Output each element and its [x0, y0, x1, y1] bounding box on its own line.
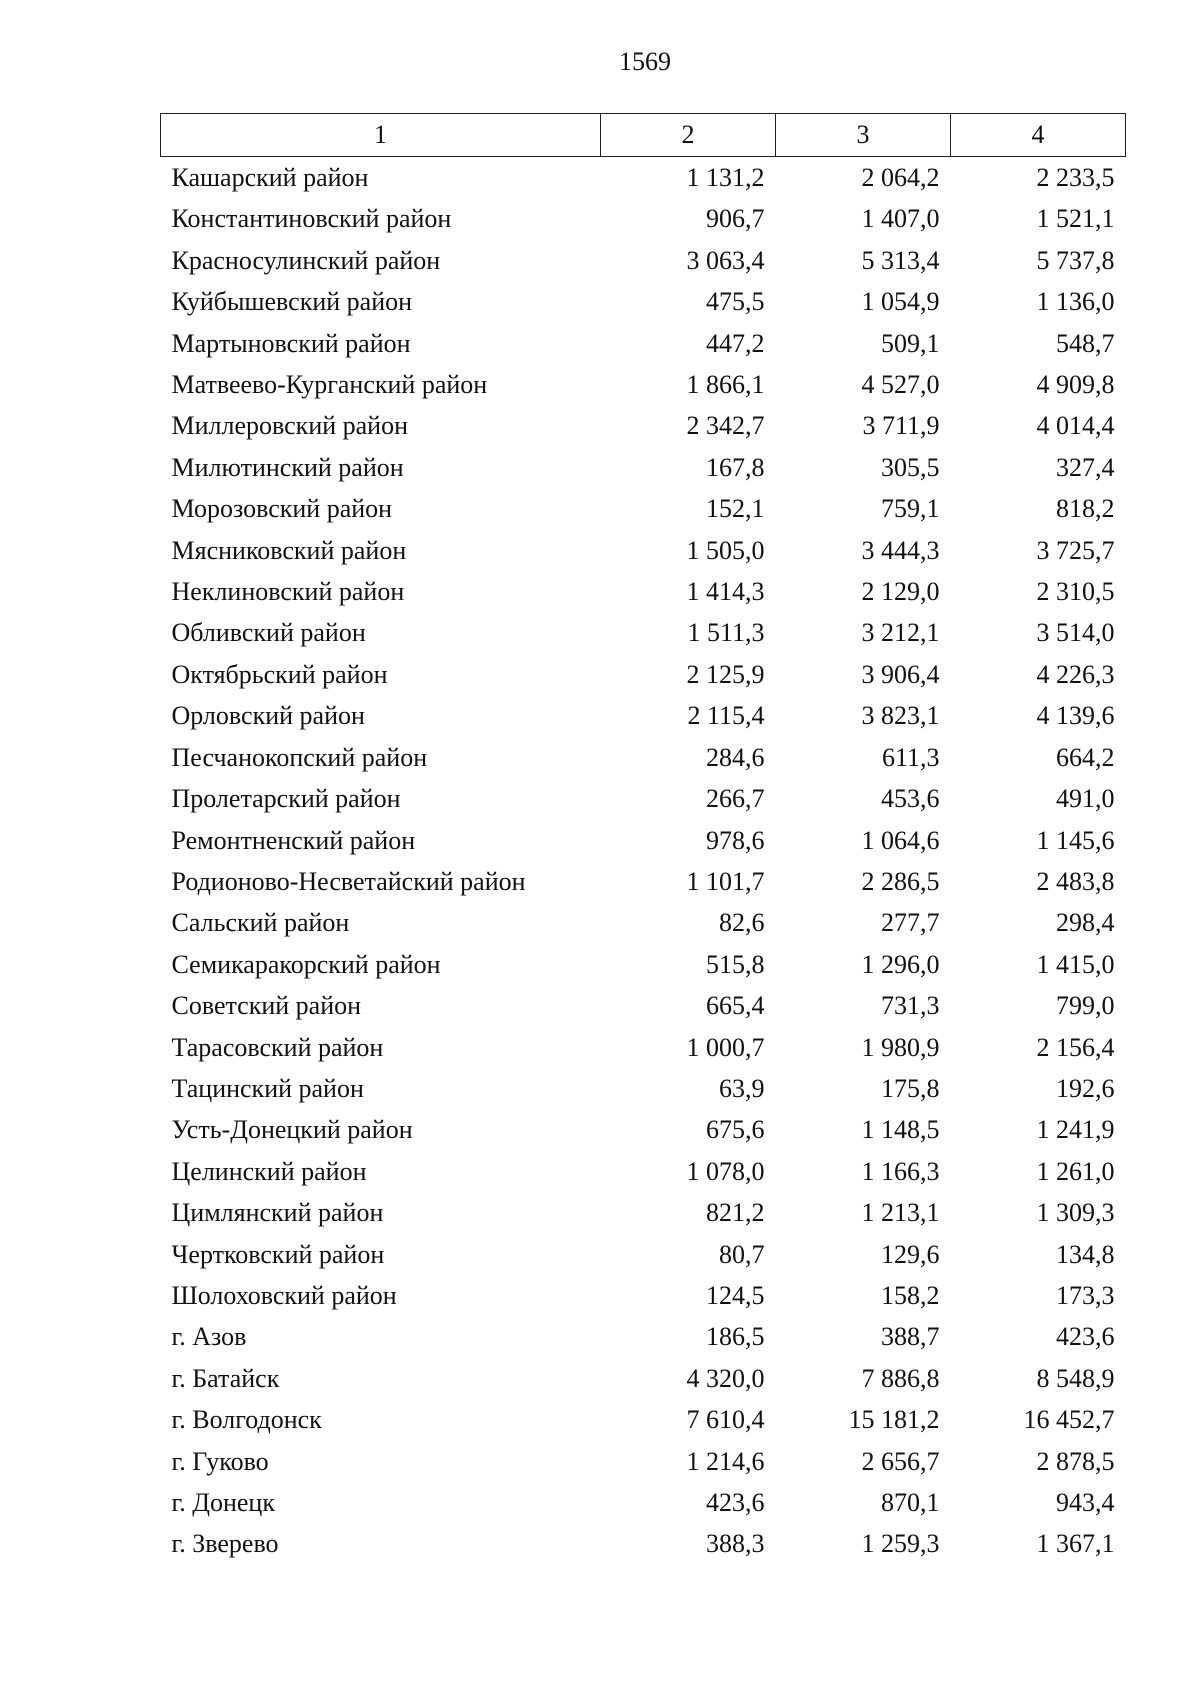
cell-col-3: 2 656,7 [861, 1446, 940, 1476]
cell-name: г. Азов [171, 1322, 247, 1352]
cell-col-4: 2 156,4 [1036, 1032, 1115, 1062]
cell-col-4: 8 548,9 [1036, 1363, 1115, 1393]
cell-col-4: 16 452,7 [1023, 1405, 1115, 1435]
table-row [161, 530, 1126, 571]
cell-col-2: 821,2 [706, 1198, 765, 1228]
data-table [160, 113, 1126, 1565]
cell-col-2: 2 125,9 [686, 659, 765, 689]
cell-col-3: 3 823,1 [861, 701, 940, 731]
cell-col-4: 1 521,1 [1036, 204, 1115, 234]
table-row [161, 1482, 1126, 1523]
table-row [161, 1068, 1126, 1109]
cell-col-2: 63,9 [719, 1073, 765, 1103]
cell-col-3: 2 286,5 [861, 866, 940, 896]
cell-col-3: 15 181,2 [848, 1405, 940, 1435]
cell-col-3: 1 407,0 [861, 204, 940, 234]
cell-col-2: 388,3 [706, 1529, 765, 1559]
cell-col-3: 129,6 [881, 1239, 940, 1269]
cell-name: Красносулинский район [171, 245, 441, 275]
cell-name: Морозовский район [171, 494, 393, 524]
cell-col-4: 327,4 [1056, 452, 1115, 482]
cell-name: Усть-Донецкий район [171, 1115, 413, 1145]
table-row [161, 447, 1126, 488]
cell-col-2: 665,4 [706, 991, 765, 1021]
cell-name: Песчанокопский район [171, 742, 428, 772]
table-row [161, 1151, 1126, 1192]
cell-col-2: 1 505,0 [686, 535, 765, 565]
table-row [161, 695, 1126, 736]
cell-col-4: 173,3 [1056, 1280, 1115, 1310]
cell-col-2: 284,6 [706, 742, 765, 772]
cell-col-3: 5 313,4 [861, 245, 940, 275]
cell-name: Тацинский район [171, 1073, 364, 1103]
cell-name: Тарасовский район [171, 1032, 384, 1062]
cell-col-2: 1 414,3 [686, 577, 765, 607]
table-row [161, 323, 1126, 364]
table-row [161, 944, 1126, 985]
cell-col-4: 548,7 [1056, 328, 1115, 358]
cell-name: Сальский район [171, 908, 350, 938]
table-row [161, 1027, 1126, 1068]
cell-col-4: 298,4 [1056, 908, 1115, 938]
cell-col-2: 675,6 [706, 1115, 765, 1145]
cell-name: Орловский район [171, 701, 365, 731]
table-body [161, 157, 1126, 1565]
cell-name: Чертковский район [171, 1239, 385, 1269]
cell-col-4: 818,2 [1056, 494, 1115, 524]
column-header-2: 2 [601, 114, 776, 157]
table-row [161, 1358, 1126, 1399]
cell-col-2: 2 342,7 [686, 411, 765, 441]
cell-name: Пролетарский район [171, 784, 401, 814]
cell-col-2: 1 511,3 [687, 618, 765, 648]
cell-col-2: 1 000,7 [686, 1032, 765, 1062]
cell-col-2: 4 320,0 [686, 1363, 765, 1393]
cell-col-3: 731,3 [881, 991, 940, 1021]
cell-name: г. Гуково [171, 1446, 269, 1476]
cell-col-3: 3 444,3 [861, 535, 940, 565]
cell-col-3: 759,1 [881, 494, 940, 524]
cell-col-2: 1 131,2 [686, 163, 765, 192]
cell-col-4: 2 483,8 [1036, 866, 1115, 896]
cell-col-4: 1 241,9 [1036, 1115, 1115, 1145]
table-row [161, 1441, 1126, 1482]
cell-col-4: 1 367,1 [1036, 1529, 1115, 1559]
cell-col-4: 3 725,7 [1036, 535, 1115, 565]
cell-col-3: 3 711,9 [862, 411, 940, 441]
cell-col-3: 1 054,9 [861, 287, 940, 317]
cell-col-3: 1 064,6 [861, 825, 940, 855]
cell-name: Семикаракорский район [171, 949, 441, 979]
cell-name: Куйбышевский район [171, 287, 413, 317]
cell-name: г. Волгодонск [171, 1405, 322, 1435]
table-row [161, 820, 1126, 861]
cell-name: Константиновский район [171, 204, 452, 234]
cell-col-4: 1 145,6 [1036, 825, 1115, 855]
cell-col-4: 491,0 [1056, 784, 1115, 814]
cell-name: Мартыновский район [171, 328, 411, 358]
cell-col-4: 192,6 [1056, 1073, 1115, 1103]
cell-col-4: 1 415,0 [1036, 949, 1115, 979]
table-row [161, 1192, 1126, 1233]
cell-col-2: 124,5 [706, 1280, 765, 1310]
cell-name: Ремонтненский район [171, 825, 416, 855]
cell-col-2: 1 078,0 [686, 1156, 765, 1186]
cell-name: Целинский район [171, 1156, 367, 1186]
cell-col-2: 906,7 [706, 204, 765, 234]
table-row [161, 1109, 1126, 1150]
cell-col-3: 870,1 [881, 1488, 940, 1517]
cell-col-2: 7 610,4 [686, 1405, 765, 1435]
cell-col-4: 4 226,3 [1036, 659, 1115, 689]
cell-col-3: 1 148,5 [861, 1115, 940, 1145]
cell-col-4: 1 136,0 [1036, 287, 1115, 317]
cell-name: Неклиновский район [171, 577, 405, 607]
cell-col-4: 943,4 [1056, 1488, 1115, 1517]
cell-col-4: 2 233,5 [1036, 163, 1115, 192]
cell-name: Милютинский район [171, 452, 404, 482]
table-row [161, 1523, 1126, 1564]
cell-col-3: 277,7 [881, 908, 940, 938]
cell-name: Обливский район [171, 618, 366, 648]
cell-name: Матвеево-Курганский район [171, 370, 488, 400]
cell-col-4: 664,2 [1056, 742, 1115, 772]
cell-name: Октябрьский район [171, 659, 388, 689]
cell-col-3: 158,2 [881, 1280, 940, 1310]
cell-col-2: 82,6 [719, 908, 765, 938]
table-row [161, 985, 1126, 1026]
cell-col-3: 3 906,4 [861, 659, 940, 689]
cell-col-2: 475,5 [706, 287, 765, 317]
cell-col-2: 515,8 [706, 949, 765, 979]
cell-col-2: 152,1 [706, 494, 765, 524]
table-row [161, 364, 1126, 405]
table-row [161, 902, 1126, 943]
cell-col-3: 4 527,0 [861, 370, 940, 400]
cell-col-4: 4 014,4 [1036, 411, 1115, 441]
cell-col-2: 266,7 [706, 784, 765, 814]
cell-col-2: 447,2 [706, 328, 765, 358]
table-row [161, 198, 1126, 239]
cell-name: Миллеровский район [171, 411, 409, 441]
cell-col-3: 7 886,8 [861, 1363, 940, 1393]
cell-col-3: 2 064,2 [861, 163, 940, 192]
cell-name: г. Батайск [171, 1363, 280, 1393]
cell-name: Кашарский район [171, 163, 369, 192]
cell-col-3: 305,5 [881, 452, 940, 482]
cell-col-3: 1 980,9 [861, 1032, 940, 1062]
table-row [161, 405, 1126, 446]
column-header-1: 1 [161, 114, 601, 157]
cell-col-4: 423,6 [1056, 1322, 1115, 1352]
cell-col-4: 5 737,8 [1036, 245, 1115, 275]
table-row [161, 737, 1126, 778]
cell-col-3: 453,6 [881, 784, 940, 814]
cell-name: г. Зверево [171, 1529, 279, 1559]
cell-col-4: 1 309,3 [1036, 1198, 1115, 1228]
cell-col-3: 1 166,3 [861, 1156, 940, 1186]
cell-col-2: 3 063,4 [686, 245, 765, 275]
cell-col-2: 423,6 [706, 1488, 765, 1517]
cell-col-3: 1 213,1 [861, 1198, 940, 1228]
cell-col-2: 186,5 [706, 1322, 765, 1352]
table-row [161, 240, 1126, 281]
cell-name: г. Донецк [171, 1488, 275, 1517]
cell-col-4: 2 878,5 [1036, 1446, 1115, 1476]
cell-col-3: 1 296,0 [861, 949, 940, 979]
table-row [161, 281, 1126, 322]
cell-col-4: 1 261,0 [1036, 1156, 1115, 1186]
cell-col-2: 1 866,1 [686, 370, 765, 400]
table-row [161, 157, 1126, 199]
cell-col-2: 167,8 [706, 452, 765, 482]
table-row [161, 1234, 1126, 1275]
table-header [161, 114, 1126, 157]
page-number: 1569 [619, 47, 671, 76]
table-row [161, 1399, 1126, 1440]
table-row [161, 1316, 1126, 1357]
table-row [161, 571, 1126, 612]
cell-col-3: 175,8 [881, 1073, 940, 1103]
cell-col-2: 1 101,7 [686, 866, 765, 896]
table-row [161, 778, 1126, 819]
column-header-4: 4 [951, 114, 1126, 157]
cell-col-4: 2 310,5 [1036, 577, 1115, 607]
table-row [161, 488, 1126, 529]
cell-col-4: 3 514,0 [1036, 618, 1115, 648]
cell-col-3: 611,3 [881, 742, 940, 772]
cell-name: Мясниковский район [171, 535, 407, 565]
cell-col-3: 2 129,0 [861, 577, 940, 607]
cell-name: Цимлянский район [171, 1198, 384, 1228]
table-row [161, 612, 1126, 653]
cell-name: Шолоховский район [171, 1280, 397, 1310]
cell-col-3: 509,1 [881, 328, 940, 358]
cell-name: Родионово-Несветайский район [171, 866, 526, 896]
cell-col-4: 799,0 [1056, 991, 1115, 1021]
cell-col-3: 388,7 [881, 1322, 940, 1352]
cell-col-2: 1 214,6 [686, 1446, 765, 1476]
cell-col-4: 134,8 [1056, 1239, 1115, 1269]
cell-col-4: 4 139,6 [1036, 701, 1115, 731]
cell-col-2: 2 115,4 [687, 701, 765, 731]
table-row [161, 654, 1126, 695]
cell-col-2: 80,7 [719, 1239, 765, 1269]
cell-col-2: 978,6 [706, 825, 765, 855]
cell-col-3: 1 259,3 [861, 1529, 940, 1559]
cell-name: Советский район [171, 991, 362, 1021]
column-header-3: 3 [776, 114, 951, 157]
table-row [161, 861, 1126, 902]
cell-col-4: 4 909,8 [1036, 370, 1115, 400]
table-header-row [161, 114, 1126, 157]
table-row [161, 1275, 1126, 1316]
cell-col-3: 3 212,1 [861, 618, 940, 648]
